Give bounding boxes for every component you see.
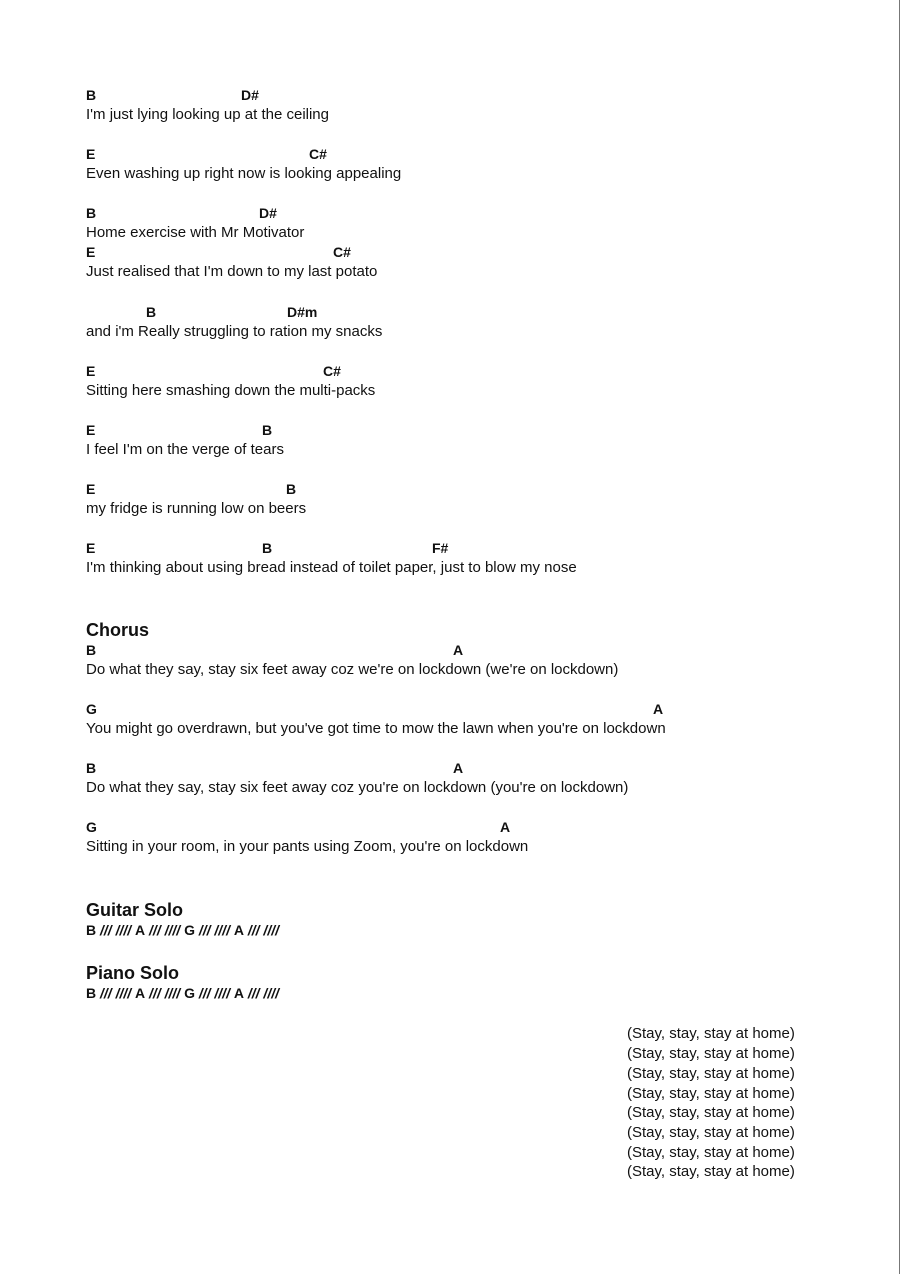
lyric-line: and i'm Really struggling to ration my snacks <box>86 323 383 340</box>
lyric-line: my fridge is running low on beers <box>86 500 307 517</box>
chord: D# <box>241 87 259 103</box>
chord: A <box>653 701 664 717</box>
lyric-line: You might go overdrawn, but you've got time to mow the lawn when you're on lockdown <box>86 720 666 737</box>
solo-beats: /// //// <box>149 922 181 938</box>
chord: E <box>86 146 96 162</box>
solo-chord: A <box>135 922 146 938</box>
guitar-solo-heading: Guitar Solo <box>86 900 184 920</box>
solo-chord: A <box>233 922 244 938</box>
chord: B <box>286 481 297 497</box>
chord: F# <box>432 540 449 556</box>
piano-solo-bars <box>86 986 279 1000</box>
lyric-line: Do what they say, stay six feet away coz you're on lockdown (you're on lockdown) <box>86 779 629 796</box>
lyric-line: Do what they say, stay six feet away coz we're on lockdown (we're on lockdown) <box>86 661 619 678</box>
outro-line: (Stay, stay, stay at home) <box>627 1124 795 1141</box>
chord: C# <box>333 244 351 260</box>
piano-solo-heading: Piano Solo <box>86 963 180 983</box>
solo-chord: B <box>86 985 97 1001</box>
solo-beats: /// //// <box>247 985 279 1001</box>
guitar-solo-bars <box>86 923 279 937</box>
chord: G <box>86 819 97 835</box>
chorus-heading: Chorus <box>86 620 149 640</box>
outro-line: (Stay, stay, stay at home) <box>627 1163 795 1180</box>
solo-beats: /// //// <box>100 922 132 938</box>
solo-chord: A <box>135 985 146 1001</box>
chord: B <box>86 642 97 658</box>
chord: B <box>262 422 273 438</box>
solo-chord: A <box>233 985 244 1001</box>
chord: B <box>86 205 97 221</box>
solo-beats: /// //// <box>198 985 230 1001</box>
solo-chord: G <box>184 985 195 1001</box>
outro-line: (Stay, stay, stay at home) <box>627 1085 795 1102</box>
chord: A <box>453 760 464 776</box>
lyric-line: Even washing up right now is looking appealing <box>86 165 402 182</box>
lyric-line: I feel I'm on the verge of tears <box>86 441 284 458</box>
lyric-line: Just realised that I'm down to my last potato <box>86 263 378 280</box>
chord: B <box>146 304 157 320</box>
chord: E <box>86 540 96 556</box>
lyric-line: I'm thinking about using bread instead of toilet paper, just to blow my nose <box>86 559 577 576</box>
solo-beats: /// //// <box>100 985 132 1001</box>
outro-line: (Stay, stay, stay at home) <box>627 1025 795 1042</box>
outro-line: (Stay, stay, stay at home) <box>627 1065 795 1082</box>
chord: C# <box>309 146 327 162</box>
chord: E <box>86 481 96 497</box>
chord: C# <box>323 363 341 379</box>
solo-beats: /// //// <box>247 922 279 938</box>
outro-line: (Stay, stay, stay at home) <box>627 1045 795 1062</box>
outro-line: (Stay, stay, stay at home) <box>627 1104 795 1121</box>
lyric-line: Sitting in your room, in your pants using Zoom, you're on lockdown <box>86 838 529 855</box>
lyric-line: Home exercise with Mr Motivator <box>86 224 305 241</box>
chord: A <box>453 642 464 658</box>
chord: E <box>86 422 96 438</box>
chord: B <box>262 540 273 556</box>
chord: B <box>86 760 97 776</box>
solo-beats: /// //// <box>149 985 181 1001</box>
chord: D# <box>259 205 277 221</box>
chord: G <box>86 701 97 717</box>
lyric-line: Sitting here smashing down the multi-packs <box>86 382 376 399</box>
chord: B <box>86 87 97 103</box>
solo-chord: G <box>184 922 195 938</box>
outro-line: (Stay, stay, stay at home) <box>627 1144 795 1161</box>
chord: E <box>86 244 96 260</box>
solo-beats: /// //// <box>198 922 230 938</box>
chord: A <box>500 819 511 835</box>
chord: D#m <box>287 304 318 320</box>
solo-chord: B <box>86 922 97 938</box>
lyric-line: I'm just lying looking up at the ceiling <box>86 106 329 123</box>
chord: E <box>86 363 96 379</box>
